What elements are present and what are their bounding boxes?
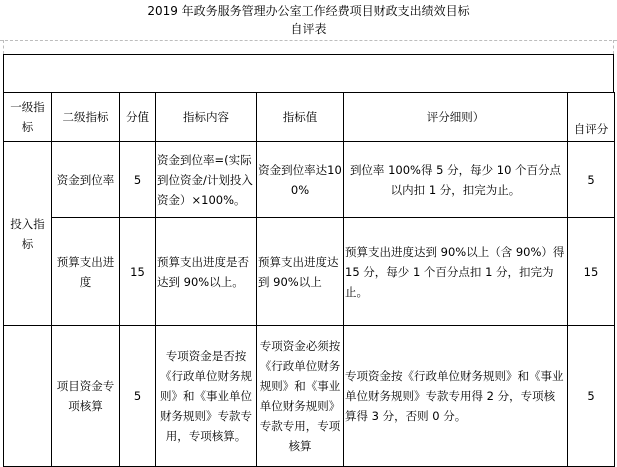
cell-detail: 专项资金按《行政单位财务规则》和《事业单位财务规则》专款专用得 2 分，专项核算得 3 分，否则 0 分。 [344, 326, 568, 467]
table-header-row [4, 93, 615, 142]
cell-name: 资金到位率 [52, 142, 120, 218]
cell-name: 项目资金专项核算 [52, 326, 120, 467]
header-level2: 二级指标 [52, 93, 120, 142]
header-score: 分值 [120, 93, 156, 142]
cell-name: 预算支出进度 [52, 218, 120, 326]
page-break-marker-left [3, 40, 4, 54]
header-value: 指标值 [257, 93, 344, 142]
page-subtitle: 自评表 [290, 22, 327, 36]
header-content: 指标内容 [156, 93, 257, 142]
header-level1: 一级指标 [4, 93, 52, 142]
page-break-marker-right [613, 40, 614, 54]
cell-score: 15 [120, 218, 156, 326]
table-row [4, 218, 615, 326]
page-break-divider [0, 40, 617, 41]
group-cell-empty [4, 326, 52, 467]
cell-self-score: 15 [568, 218, 615, 326]
cell-content: 资金到位率=(实际到位资金/计划投入资金）×100%。 [156, 142, 257, 218]
table-row [4, 142, 615, 218]
evaluation-table [3, 92, 615, 467]
cell-self-score: 5 [568, 142, 615, 218]
cell-self-score: 5 [568, 326, 615, 467]
cell-detail: 到位率 100%得 5 分，每少 10 个百分点以内扣 1 分，扣完为止。 [344, 142, 568, 218]
cell-value: 预算支出进度达到 90%以上 [257, 218, 344, 326]
page-title: 2019 年政务服务管理办公室工作经费项目财政支出绩效目标 [147, 4, 470, 18]
header-detail: 评分细则） [344, 93, 568, 142]
cell-score: 5 [120, 326, 156, 467]
group-cell-input: 投入指标 [4, 142, 52, 326]
cell-detail: 预算支出进度达到 90%以上（含 90%）得 15 分，每少 1 个百分点扣 1 分，扣完为止。 [344, 218, 568, 326]
cell-value: 专项资金必须按《行政单位财务规则》和《事业单位财务规则》专款专用，专项核算 [257, 326, 344, 467]
cell-content: 专项资金是否按《行政单位财务规则》和《事业单位财务规则》专款专用，专项核算。 [156, 326, 257, 467]
table-row [4, 326, 615, 467]
blank-header-row [3, 54, 614, 92]
cell-content: 预算支出进度是否达到 90%以上。 [156, 218, 257, 326]
cell-value: 资金到位率达100% [257, 142, 344, 218]
header-self-score: 自评分 [568, 93, 615, 142]
cell-score: 5 [120, 142, 156, 218]
